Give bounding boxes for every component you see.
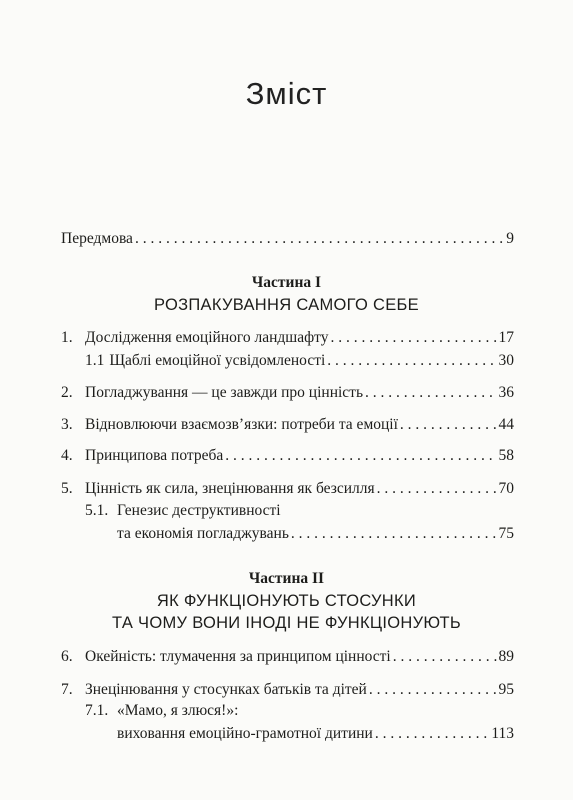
toc-entry-number: 3. [61, 416, 73, 433]
toc-entry-text: Знецінювання у стосунках батьків та дітей [85, 681, 367, 698]
toc-entry-page: 9 [506, 230, 514, 247]
toc-entry[interactable] [61, 447, 514, 465]
toc-entry[interactable] [61, 480, 514, 498]
leader-dots [330, 329, 496, 347]
part-label: Частина II [248, 570, 325, 587]
toc-entry-page: 58 [498, 447, 514, 464]
toc-entry[interactable] [61, 681, 514, 699]
toc-entry-text: Цінність як сила, знецінювання як безсилля [85, 480, 375, 497]
toc-entry-number: 6. [61, 648, 73, 665]
toc-entry[interactable] [117, 525, 514, 543]
toc-entry-number: 2. [61, 384, 73, 401]
leader-dots [377, 480, 497, 498]
toc-entry-text: та економія погладжувань [117, 525, 289, 542]
toc-entry-text: Принципова потреба [85, 447, 224, 464]
leader-dots [291, 525, 497, 543]
toc-entry-number: 7. [61, 681, 73, 698]
page-title: Зміст [245, 76, 328, 111]
part-label: Частина I [251, 274, 322, 291]
leader-dots [393, 648, 497, 666]
toc-entry-page: 44 [498, 416, 514, 433]
toc-entry-text: виховання емоційно-грамотної дитини [117, 725, 373, 742]
leader-dots [369, 681, 497, 699]
toc-entry[interactable] [61, 384, 514, 402]
toc-entry-number: 5.1. [85, 502, 109, 519]
leader-dots [400, 416, 497, 434]
toc-entry-number: 7.1. [85, 702, 109, 719]
toc-entry-page: 17 [498, 329, 514, 346]
leader-dots [375, 725, 489, 743]
leader-dots [135, 230, 504, 248]
toc-entry-preface[interactable] [61, 230, 514, 248]
toc-entry-text: Щаблі емоційної усвідомленості [109, 352, 326, 369]
toc-entry[interactable] [85, 352, 514, 370]
toc-entry[interactable] [61, 648, 514, 666]
toc-entry-page: 30 [498, 352, 514, 369]
toc-entry[interactable] [117, 725, 514, 743]
toc-entry-page: 113 [491, 725, 514, 742]
toc-entry-number: 5. [61, 480, 73, 497]
toc-entry-number: 1.1 [85, 352, 105, 369]
toc-entry-page: 95 [498, 681, 514, 698]
part-title-line1: ЯК ФУНКЦІОНУЮТЬ СТОСУНКИ [156, 592, 417, 610]
toc-entry-text-line1[interactable]: Генезис деструктивності [117, 502, 281, 519]
toc-entry-text: Передмова [61, 230, 133, 247]
toc-entry-text-line1[interactable]: «Мамо, я злюся!»: [117, 702, 239, 719]
toc-entry-text: Відновлюючи взаємозв’язки: потреби та емоції [85, 416, 398, 433]
toc-entry-number: 1. [61, 329, 73, 346]
toc-entry-page: 89 [498, 648, 514, 665]
toc-entry-text: Погладжування — це завжди про цінність [85, 384, 364, 401]
part-title-line2: ТА ЧОМУ ВОНИ ІНОДІ НЕ ФУНКЦІОНУЮТЬ [112, 614, 461, 632]
toc-entry[interactable] [61, 329, 514, 347]
leader-dots [225, 447, 496, 465]
part-title: РОЗПАКУВАННЯ САМОГО СЕБЕ [154, 296, 419, 314]
toc-entry-text: Окейність: тлумачення за принципом цінності [85, 648, 391, 665]
toc-entry-number: 4. [61, 447, 73, 464]
toc-entry-text: Дослідження емоційного ландшафту [85, 329, 329, 346]
leader-dots [365, 384, 496, 402]
toc-entry[interactable] [61, 416, 514, 434]
toc-entry-page: 70 [498, 480, 514, 497]
toc-entry-page: 36 [498, 384, 514, 401]
toc-entry-page: 75 [498, 525, 514, 542]
leader-dots [327, 352, 496, 370]
